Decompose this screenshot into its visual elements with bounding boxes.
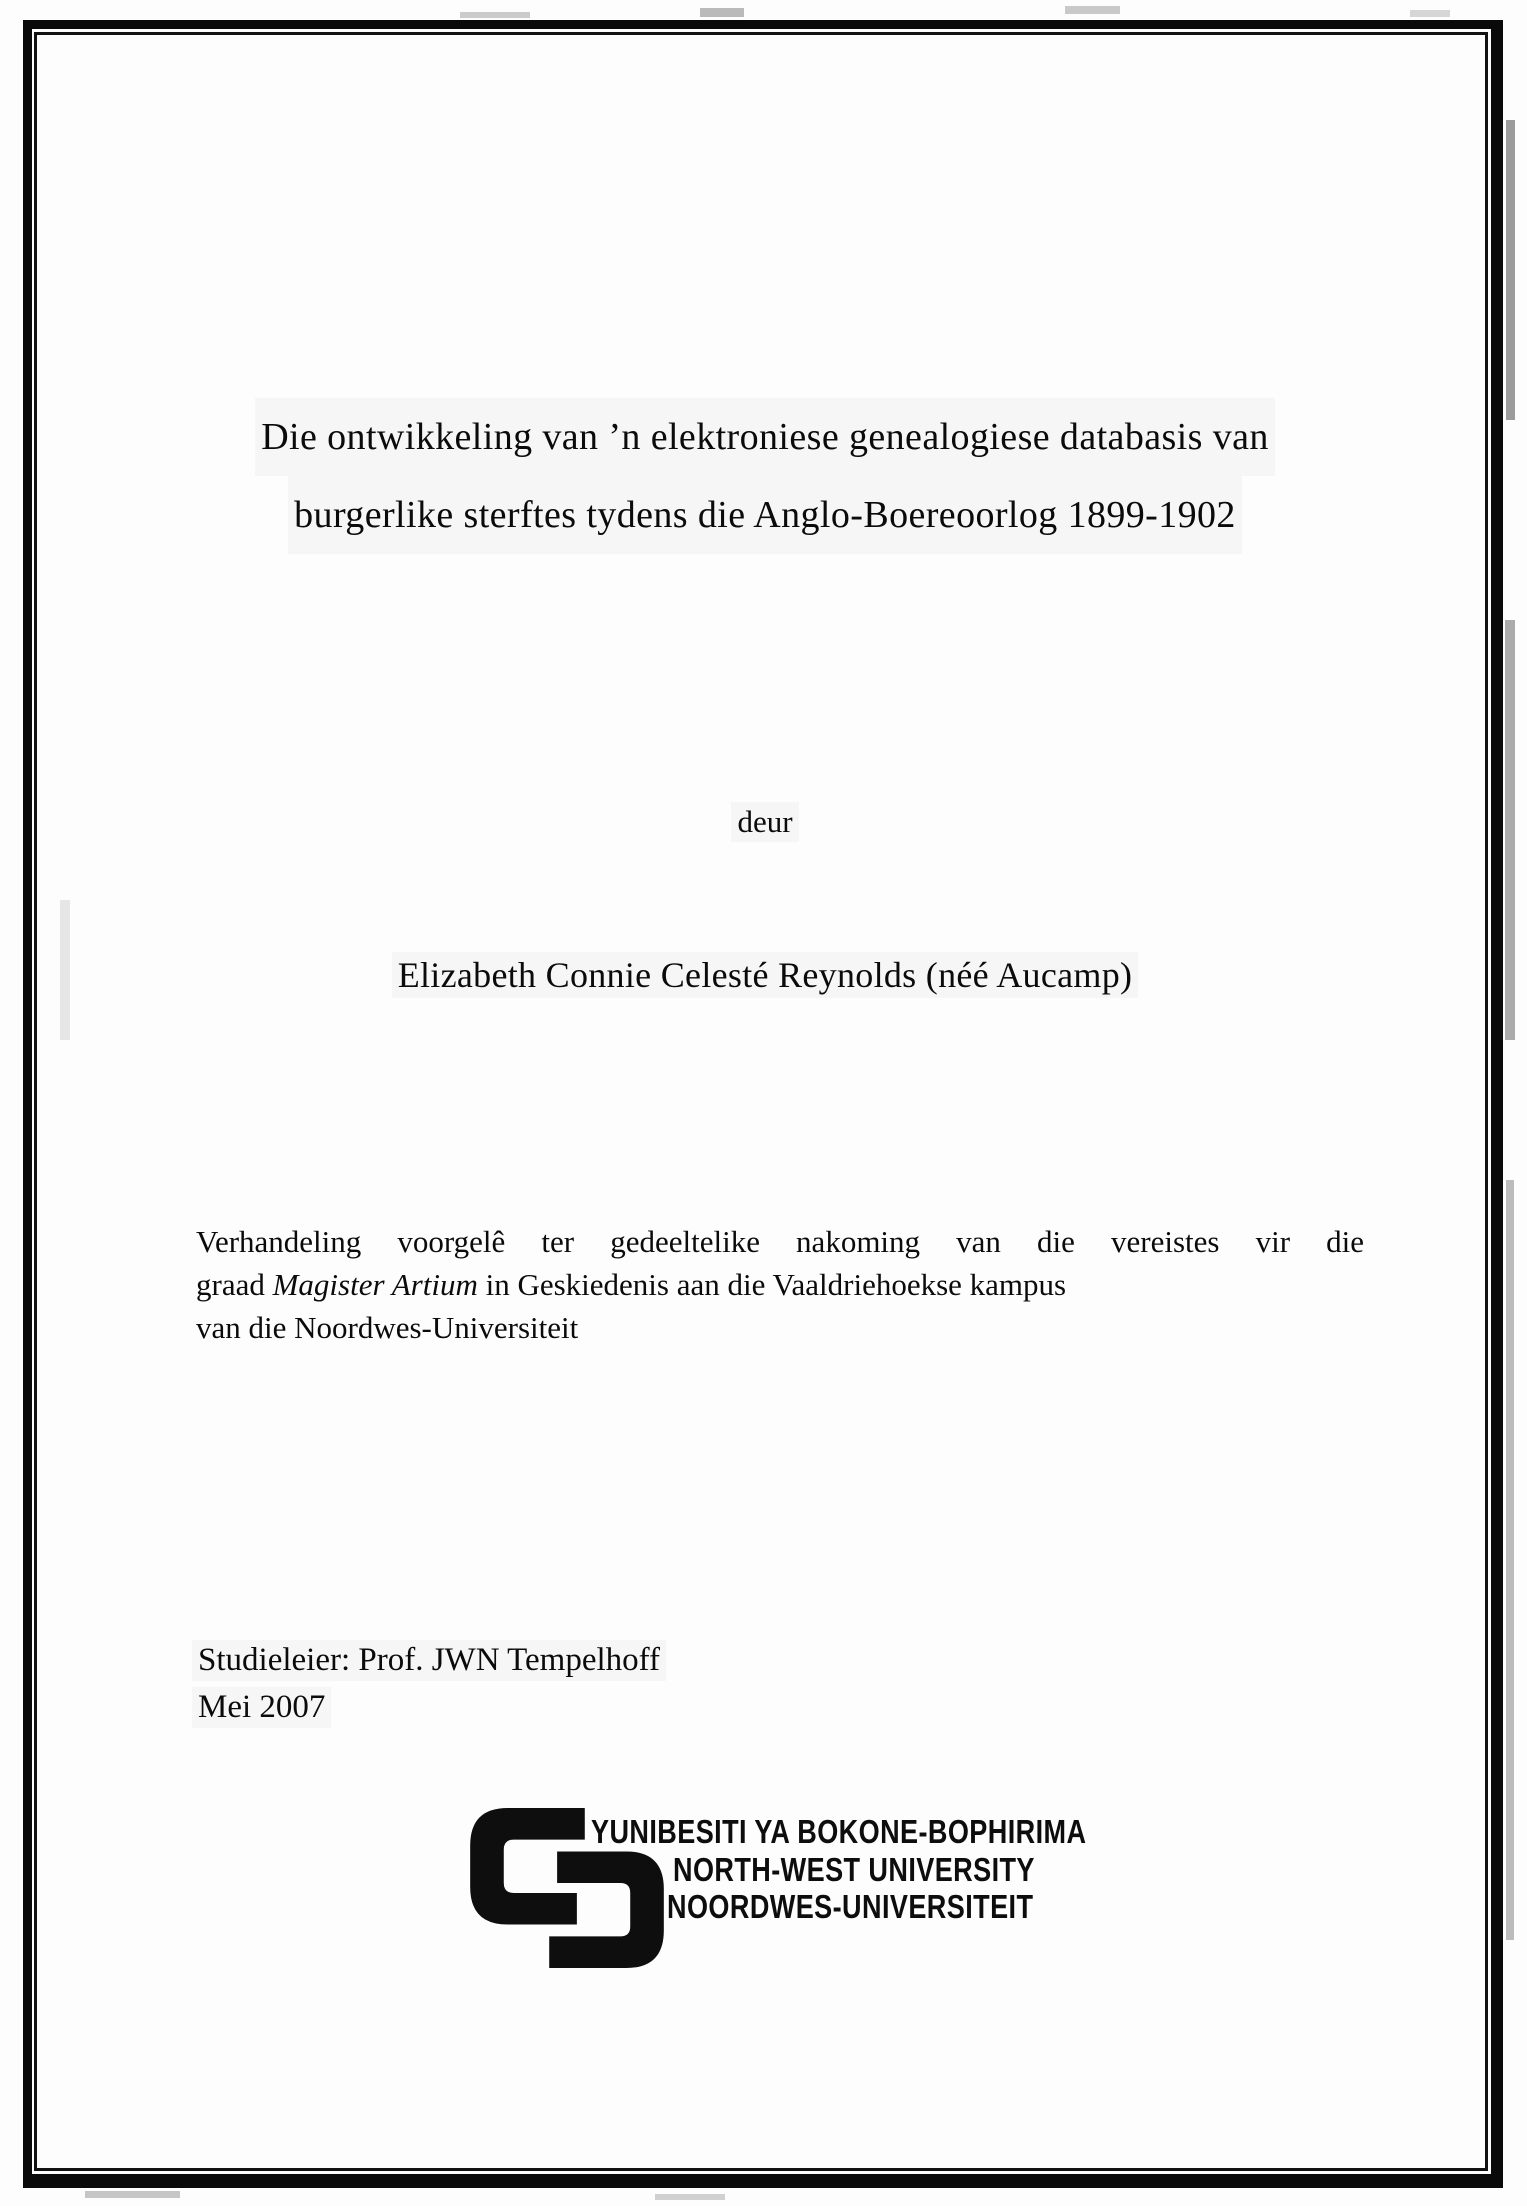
scan-smudge <box>700 8 744 17</box>
logo-text-afrikaans: NOORDWES-UNIVERSITEIT <box>667 1888 1034 1925</box>
dissertation-note-line2: graad Magister Artium in Geskiedenis aan die Vaaldriehoekse kampus <box>196 1267 1067 1302</box>
logo-text-english: NORTH-WEST UNIVERSITY <box>673 1851 1035 1888</box>
dissertation-note <box>196 1220 1364 1349</box>
dissertation-note-line3: van die Noordwes-Universiteit <box>196 1310 579 1345</box>
degree-name-italic: Magister Artium <box>272 1267 478 1302</box>
scan-smudge <box>1065 6 1120 14</box>
scan-streak <box>1506 120 1515 420</box>
scan-smudge <box>460 12 530 18</box>
thesis-title-line1: Die ontwikkeling van ’n elektroniese genealogiese databasis van <box>120 398 1410 476</box>
scan-smudge <box>85 2191 180 2198</box>
logo-text-setswana: YUNIBESITI YA BOKONE-BOPHIRIMA <box>591 1813 1087 1850</box>
thesis-title-line2: burgerlike sterftes tydens die Anglo-Boereoorlog 1899-1902 <box>120 476 1410 554</box>
scan-smudge <box>1410 10 1450 17</box>
author-name: Elizabeth Connie Celesté Reynolds (néé Aucamp) <box>120 952 1410 998</box>
scan-smudge <box>655 2194 725 2200</box>
dissertation-note-line1: Verhandeling voorgelê ter gedeeltelike nakoming van die vereistes vir die <box>196 1224 1364 1259</box>
scan-streak <box>1505 620 1515 1040</box>
scan-streak <box>1506 1180 1514 1940</box>
thesis-title <box>120 398 1410 554</box>
byline-label: deur <box>120 802 1410 842</box>
date-line: Mei 2007 <box>192 1687 331 1728</box>
supervisor-line: Studieleier: Prof. JWN Tempelhoff <box>192 1640 666 1681</box>
